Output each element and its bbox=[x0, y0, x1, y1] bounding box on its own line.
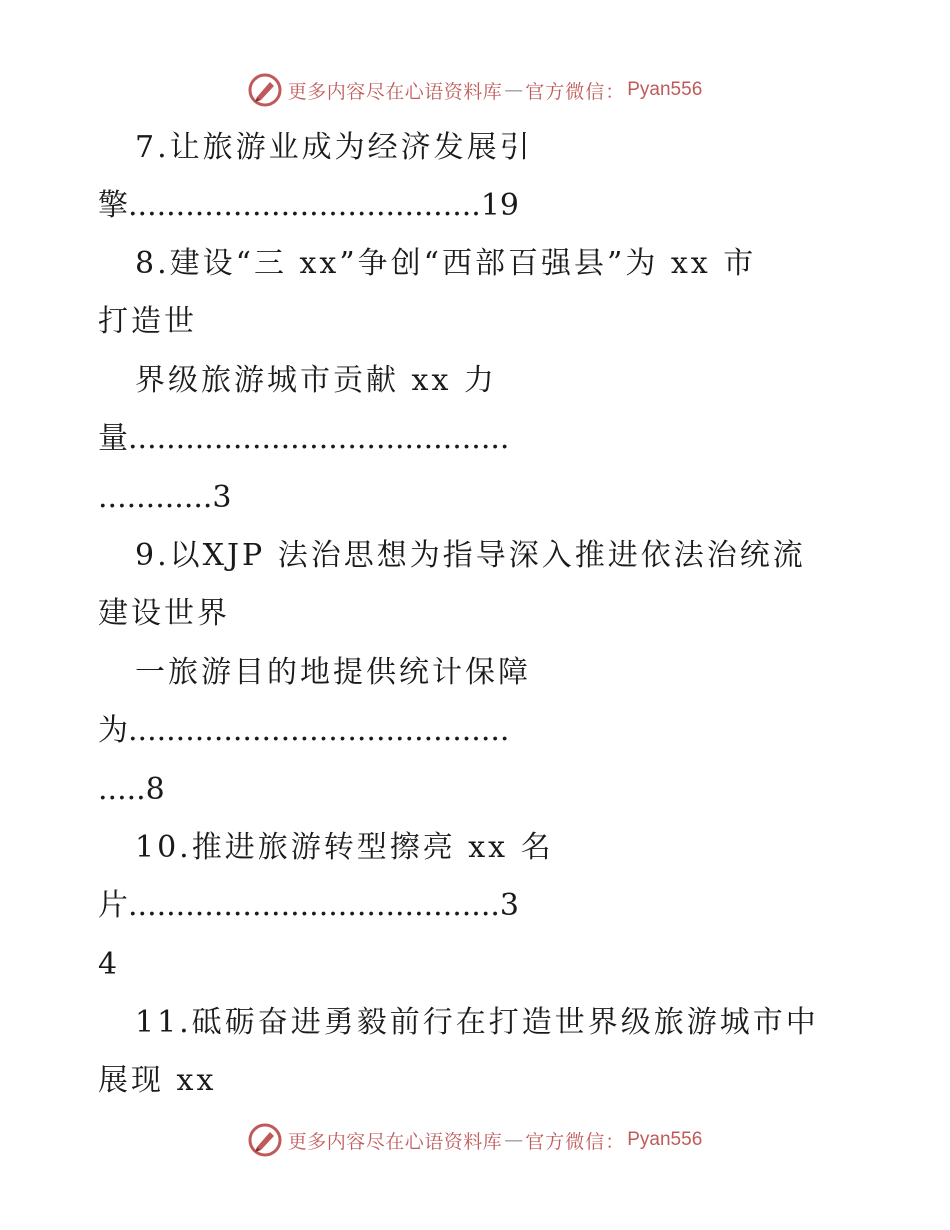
footer-dash: — bbox=[504, 1129, 524, 1151]
toc-line: 11.砥砺奋进勇毅前行在打造世界级旅游城市中 bbox=[135, 1005, 819, 1040]
footer-wechat-id: Pyan556 bbox=[627, 1129, 703, 1150]
toc-line: 8.建设“三 xx”争创“西部百强县”为 xx 市 bbox=[135, 246, 757, 281]
toc-line: ............3 bbox=[98, 480, 232, 515]
toc-line: 擎.....................................19 bbox=[98, 188, 520, 223]
toc-line: 4 bbox=[98, 947, 121, 982]
toc-line: 打造世 bbox=[98, 304, 197, 339]
header-wechat-label: 官方微信： bbox=[525, 80, 626, 103]
toc-line: 量........................................ bbox=[98, 421, 510, 456]
header-banner bbox=[0, 70, 950, 110]
header-dash: — bbox=[504, 79, 524, 101]
footer-banner bbox=[0, 1120, 950, 1160]
toc-line: 10.推进旅游转型擦亮 xx 名 bbox=[135, 830, 554, 865]
toc-line: 建设世界 bbox=[98, 596, 230, 631]
header-site-text: 更多内容尽在心语资料库 bbox=[287, 80, 503, 103]
toc-line: 片.......................................3 bbox=[98, 888, 519, 923]
footer-wechat-label: 官方微信： bbox=[525, 1130, 626, 1153]
pen-logo-icon bbox=[248, 1123, 282, 1157]
footer-site-text: 更多内容尽在心语资料库 bbox=[287, 1130, 503, 1153]
toc-line: 9.以XJP 法治思想为指导深入推进依法治统流 bbox=[135, 538, 806, 573]
toc-line: 为........................................ bbox=[98, 713, 510, 748]
toc-line: .....8 bbox=[98, 772, 165, 807]
pen-logo-icon bbox=[248, 73, 282, 107]
toc-line: 展现 xx bbox=[98, 1063, 217, 1098]
toc-line: 7.让旅游业成为经济发展引 bbox=[135, 130, 533, 165]
toc-line: 界级旅游城市贡献 xx 力 bbox=[135, 363, 497, 398]
header-wechat-id: Pyan556 bbox=[627, 79, 703, 100]
toc-line: 一旅游目的地提供统计保障 bbox=[135, 655, 531, 690]
